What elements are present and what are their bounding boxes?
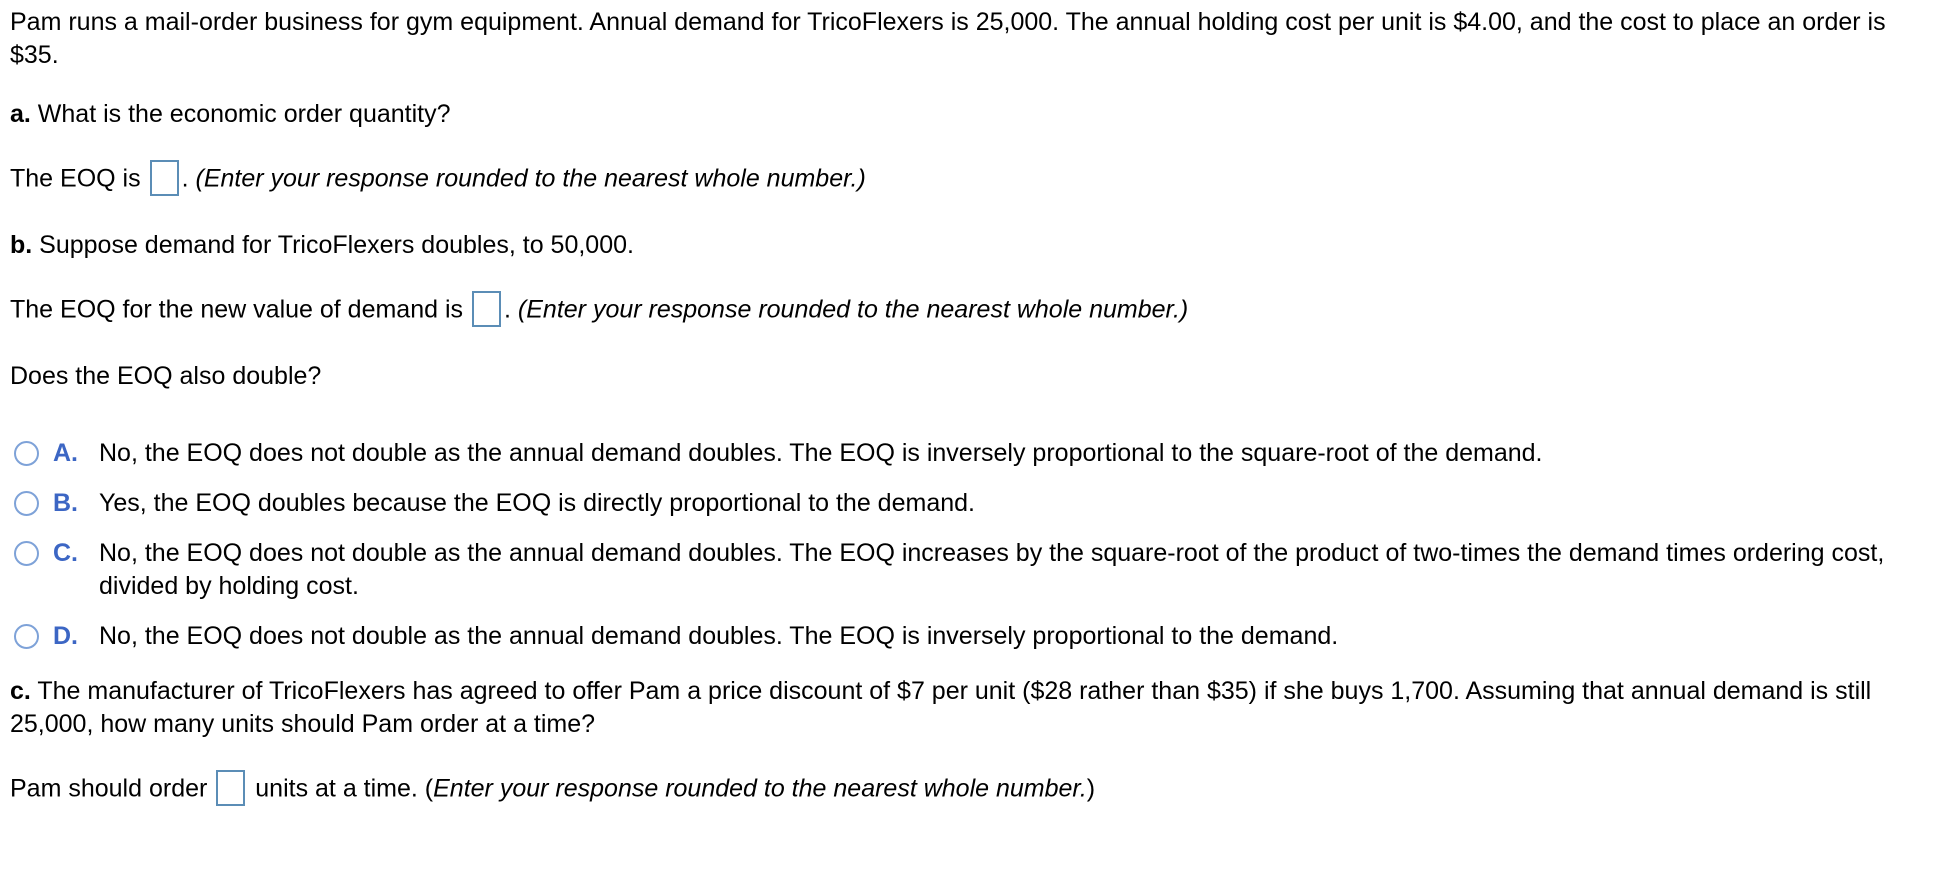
part-c-question-text: The manufacturer of TricoFlexers has agreed to offer Pam a price discount of $7 per unit ($28 rather than $35) if she buys 1,700. Assuming that annual demand is still 25,000, how many units should Pam order at a time? [10, 677, 1872, 738]
part-b-question [10, 229, 1922, 262]
part-a-hint: (Enter your response rounded to the nearest whole number.) [195, 164, 866, 193]
part-b-hint: (Enter your response rounded to the nearest whole number.) [517, 295, 1189, 324]
option-b-text: Yes, the EOQ doubles because the EOQ is directly proportional to the demand. [99, 489, 975, 517]
option-d-letter: D. [53, 622, 78, 650]
eoq-double-question: Does the EOQ also double? [10, 362, 322, 390]
part-a-answer-line [10, 162, 1922, 198]
option-a-letter: A. [53, 439, 78, 467]
option-c[interactable] [10, 537, 1922, 603]
option-d[interactable] [10, 620, 1922, 653]
option-d-radio[interactable] [14, 624, 39, 649]
part-a-question-text: What is the economic order quantity? [30, 100, 451, 128]
part-a-answer-suffix: . [181, 164, 196, 193]
part-c-answer-prefix: Pam should order [10, 774, 208, 803]
option-c-letter: C. [53, 539, 78, 567]
option-a[interactable] [10, 437, 1922, 470]
option-c-text: No, the EOQ does not double as the annual demand doubles. The EOQ increases by the square-root of the product of two-times the demand times ordering cost, divided by holding cost. [99, 539, 1885, 600]
part-b-answer-suffix: . [504, 295, 518, 324]
part-c-answer-line [10, 772, 1922, 808]
part-b-question-text: Suppose demand for TricoFlexers doubles, to 50,000. [32, 231, 634, 259]
part-c-answer-suffix: units at a time. ( [248, 774, 434, 803]
option-b[interactable] [10, 487, 1922, 520]
part-a-answer-prefix: The EOQ is [10, 164, 141, 193]
eoq-answer-input[interactable] [150, 160, 179, 196]
part-a-question [10, 98, 1922, 131]
option-b-letter: B. [53, 489, 78, 517]
part-b-answer-line [10, 293, 1922, 329]
option-a-text: No, the EOQ does not double as the annual demand doubles. The EOQ is inversely proportional to the square-root of the demand. [99, 439, 1543, 467]
option-a-radio[interactable] [14, 441, 39, 466]
part-c-close-paren: ) [1086, 774, 1096, 803]
new-eoq-answer-input[interactable] [472, 291, 501, 327]
option-d-text: No, the EOQ does not double as the annual demand doubles. The EOQ is inversely proportional to the demand. [99, 622, 1339, 650]
part-b-answer-prefix: The EOQ for the new value of demand is [10, 295, 464, 324]
part-c-question [10, 675, 1922, 741]
problem-statement: Pam runs a mail-order business for gym equipment. Annual demand for TricoFlexers is 25,000. The annual holding cost per unit is $4.00, and the cost to place an order is $35. [10, 8, 1886, 69]
part-b-label: b. [10, 231, 33, 259]
option-b-radio[interactable] [14, 491, 39, 516]
option-c-radio[interactable] [14, 541, 39, 566]
part-c-label: c. [10, 677, 31, 705]
answer-options [10, 437, 1922, 653]
part-c-hint: Enter your response rounded to the nearest whole number. [433, 774, 1087, 803]
part-a-label: a. [10, 100, 31, 128]
order-units-answer-input[interactable] [216, 770, 245, 806]
